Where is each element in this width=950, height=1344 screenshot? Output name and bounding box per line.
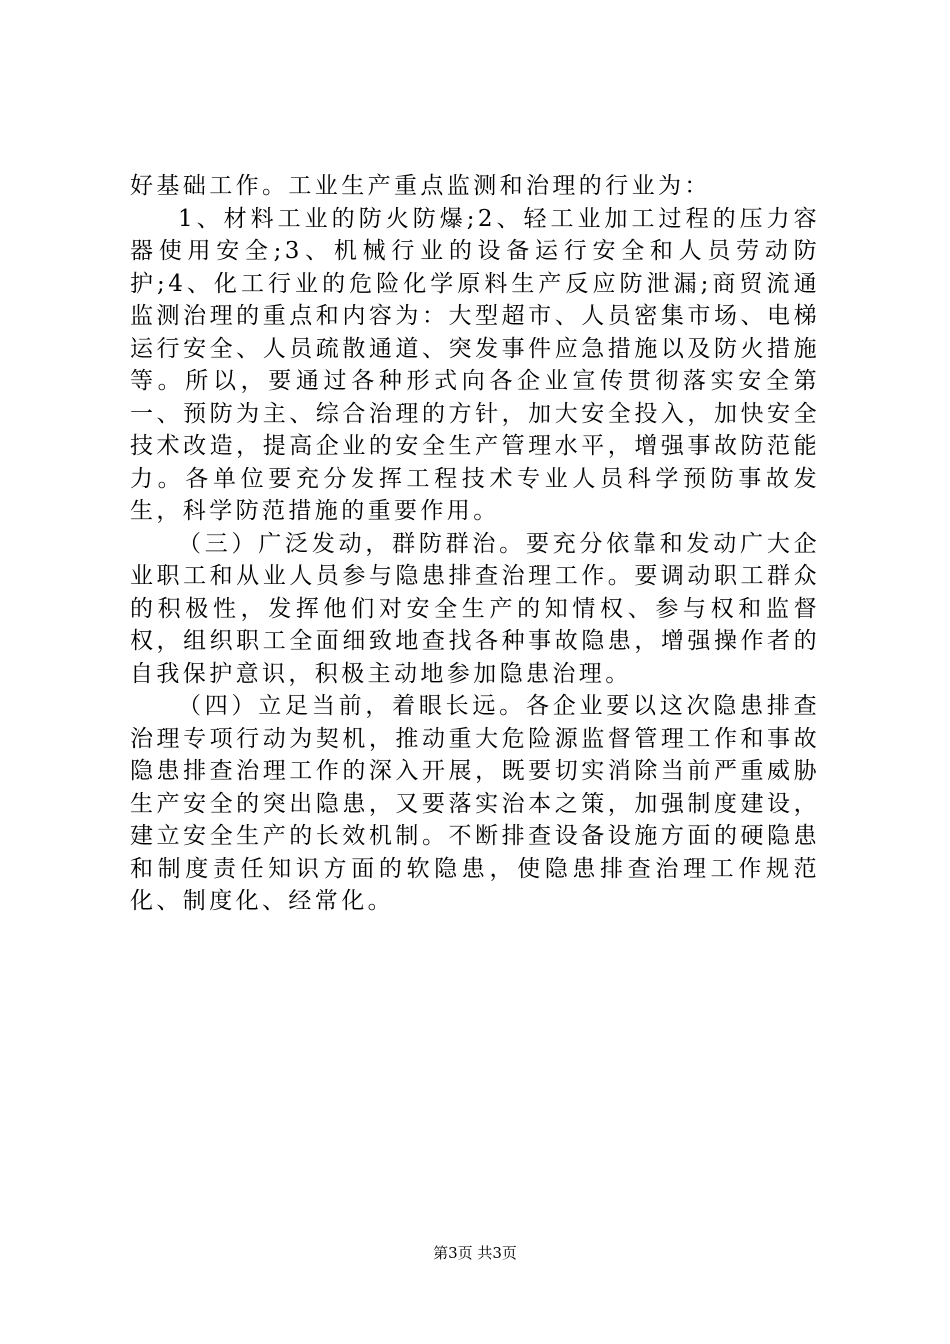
page-footer: 第3页 共3页 — [433, 1244, 517, 1262]
paragraph-section-four: （四）立足当前，着眼长远。各企业要以这次隐患排查治理专项行动为契机，推动重大危险源监督管理工作和事故隐患排查治理工作的深入开展，既要切实消除当前严重威胁生产安全的突出隐患，又要落实治本之策，加强制度建设，建立安全生产的长效机制。不断排查设备设施方面的硬隐患和制度责任知识方面的软隐患，使隐患排查治理工作规范化、制度化、经常化。 — [130, 693, 820, 914]
paragraph-continuation: 好基础工作。工业生产重点监测和治理的行业为： — [130, 173, 711, 199]
paragraph-industry-list: 1、材料工业的防火防爆;2、轻工业加工过程的压力容器使用安全;3、机械行业的设备运行安全和人员劳动防护;4、化工行业的危险化学原料生产反应防泄漏;商贸流通监测治理的重点和内容为：大型超市、人员密集市场、电梯运行安全、人员疏散通道、突发事件应急措施以及防火措施等。所以，要通过各种形式向各企业宣传贯彻落实安全第一、预防为主、综合治理的方针，加大安全投入，加快安全技术改造，提高企业的安全生产管理水平，增强事故防范能力。各单位要充分发挥工程技术专业人员科学预防事故发生，科学防范措施的重要作用。 — [130, 205, 820, 524]
document-body — [130, 170, 820, 918]
paragraph-section-three: （三）广泛发动，群防群治。要充分依靠和发动广大企业职工和从业人员参与隐患排查治理工作。要调动职工群众的积极性，发挥他们对安全生产的知情权、参与权和监督权，组织职工全面细致地查找各种事故隐患，增强操作者的自我保护意识，积极主动地参加隐患治理。 — [130, 530, 820, 687]
